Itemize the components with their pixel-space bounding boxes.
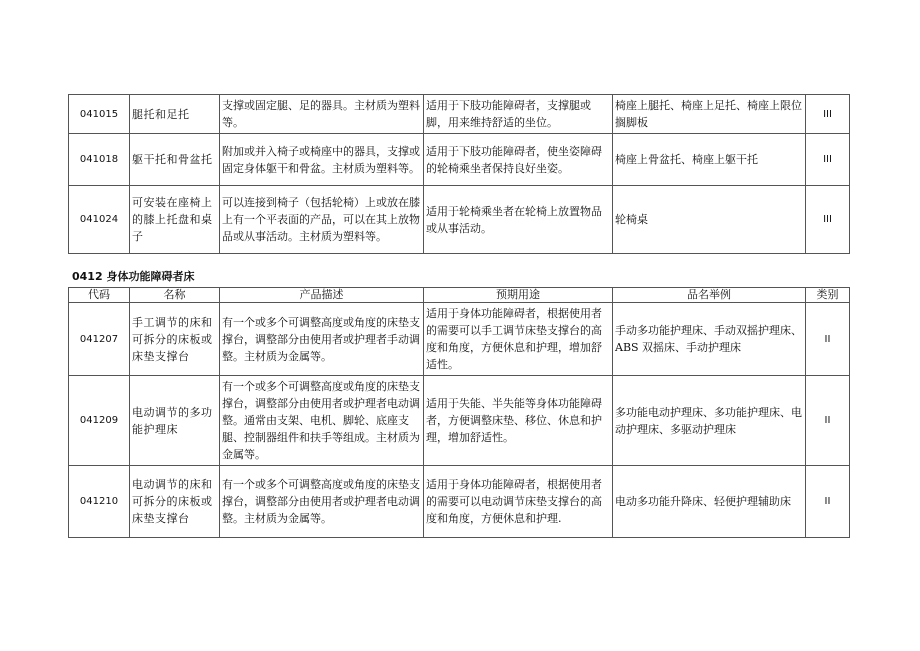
class-cell: II: [806, 466, 850, 538]
examples-cell: 手动多功能护理床、手动双摇护理床、ABS 双摇床、手动护理床: [613, 303, 806, 376]
header-description: 产品描述: [220, 288, 424, 303]
code-cell: 041015: [69, 95, 130, 134]
table-beds: [68, 287, 850, 538]
class-cell: III: [806, 95, 850, 134]
examples-cell: 轮椅桌: [613, 186, 806, 254]
table-row: [69, 376, 850, 466]
intended-use-cell: 适用于下肢功能障碍者，支撑腿或脚，用来维持舒适的坐位。: [424, 95, 613, 134]
table-header-row: [69, 288, 850, 303]
code-cell: 041024: [69, 186, 130, 254]
name-cell: 可安装在座椅上的膝上托盘和桌子: [130, 186, 220, 254]
section-title: 0412 身体功能障碍者床: [72, 270, 195, 283]
header-intended-use: 预期用途: [424, 288, 613, 303]
table-hip-supports: [68, 94, 850, 254]
class-cell: III: [806, 186, 850, 254]
table-row: [69, 303, 850, 376]
examples-cell: 电动多功能升降床、轻便护理辅助床: [613, 466, 806, 538]
intended-use-cell: 适用于轮椅乘坐者在轮椅上放置物品或从事活动。: [424, 186, 613, 254]
intended-use-cell: 适用于下肢功能障碍者，使坐姿障碍的轮椅乘坐者保持良好坐姿。: [424, 134, 613, 186]
code-cell: 041210: [69, 466, 130, 538]
table-row: [69, 186, 850, 254]
name-cell: 电动调节的床和可拆分的床板或床垫支撑台: [130, 466, 220, 538]
table-row: [69, 466, 850, 538]
examples-cell: 多功能电动护理床、多功能护理床、电动护理床、多驱动护理床: [613, 376, 806, 466]
header-name: 名称: [130, 288, 220, 303]
header-examples: 品名举例: [613, 288, 806, 303]
description-cell: 有一个或多个可调整高度或角度的床垫支撑台，调整部分由使用者或护理者手动调整。主材质为金属等。: [220, 303, 424, 376]
class-cell: II: [806, 376, 850, 466]
class-cell: II: [806, 303, 850, 376]
examples-cell: 椅座上骨盆托、椅座上躯干托: [613, 134, 806, 186]
name-cell: 电动调节的多功能护理床: [130, 376, 220, 466]
class-cell: III: [806, 134, 850, 186]
header-class: 类别: [806, 288, 850, 303]
name-cell: 腿托和足托: [130, 95, 220, 134]
table-row: [69, 95, 850, 134]
description-cell: 可以连接到椅子（包括轮椅）上或放在膝上有一个平表面的产品，可以在其上放物品或从事活动。主材质为塑料等。: [220, 186, 424, 254]
table-row: [69, 134, 850, 186]
description-cell: 有一个或多个可调整高度或角度的床垫支撑台，调整部分由使用者或护理者电动调整。通常由支架、电机、脚轮、底座支腿、控制器组件和扶手等组成。主材质为金属等。: [220, 376, 424, 466]
intended-use-cell: 适用于身体功能障碍者，根据使用者的需要可以电动调节床垫支撑台的高度和角度，方便休息和护理.: [424, 466, 613, 538]
name-cell: 手工调节的床和可拆分的床板或床垫支撑台: [130, 303, 220, 376]
code-cell: 041209: [69, 376, 130, 466]
code-cell: 041018: [69, 134, 130, 186]
name-cell: 躯干托和骨盆托: [130, 134, 220, 186]
intended-use-cell: 适用于身体功能障碍者，根据使用者的需要可以手工调节床垫支撑台的高度和角度，方便休息和护理，增加舒适性。: [424, 303, 613, 376]
intended-use-cell: 适用于失能、半失能等身体功能障碍者，方便调整床垫、移位、休息和护理，增加舒适性。: [424, 376, 613, 466]
description-cell: 附加或并入椅子或椅座中的器具，支撑或固定身体躯干和骨盆。主材质为塑料等。: [220, 134, 424, 186]
header-code: 代码: [69, 288, 130, 303]
description-cell: 支撑或固定腿、足的器具。主材质为塑料等。: [220, 95, 424, 134]
examples-cell: 椅座上腿托、椅座上足托、椅座上限位搁脚板: [613, 95, 806, 134]
description-cell: 有一个或多个可调整高度或角度的床垫支撑台，调整部分由使用者或护理者电动调整。主材质为金属等。: [220, 466, 424, 538]
code-cell: 041207: [69, 303, 130, 376]
